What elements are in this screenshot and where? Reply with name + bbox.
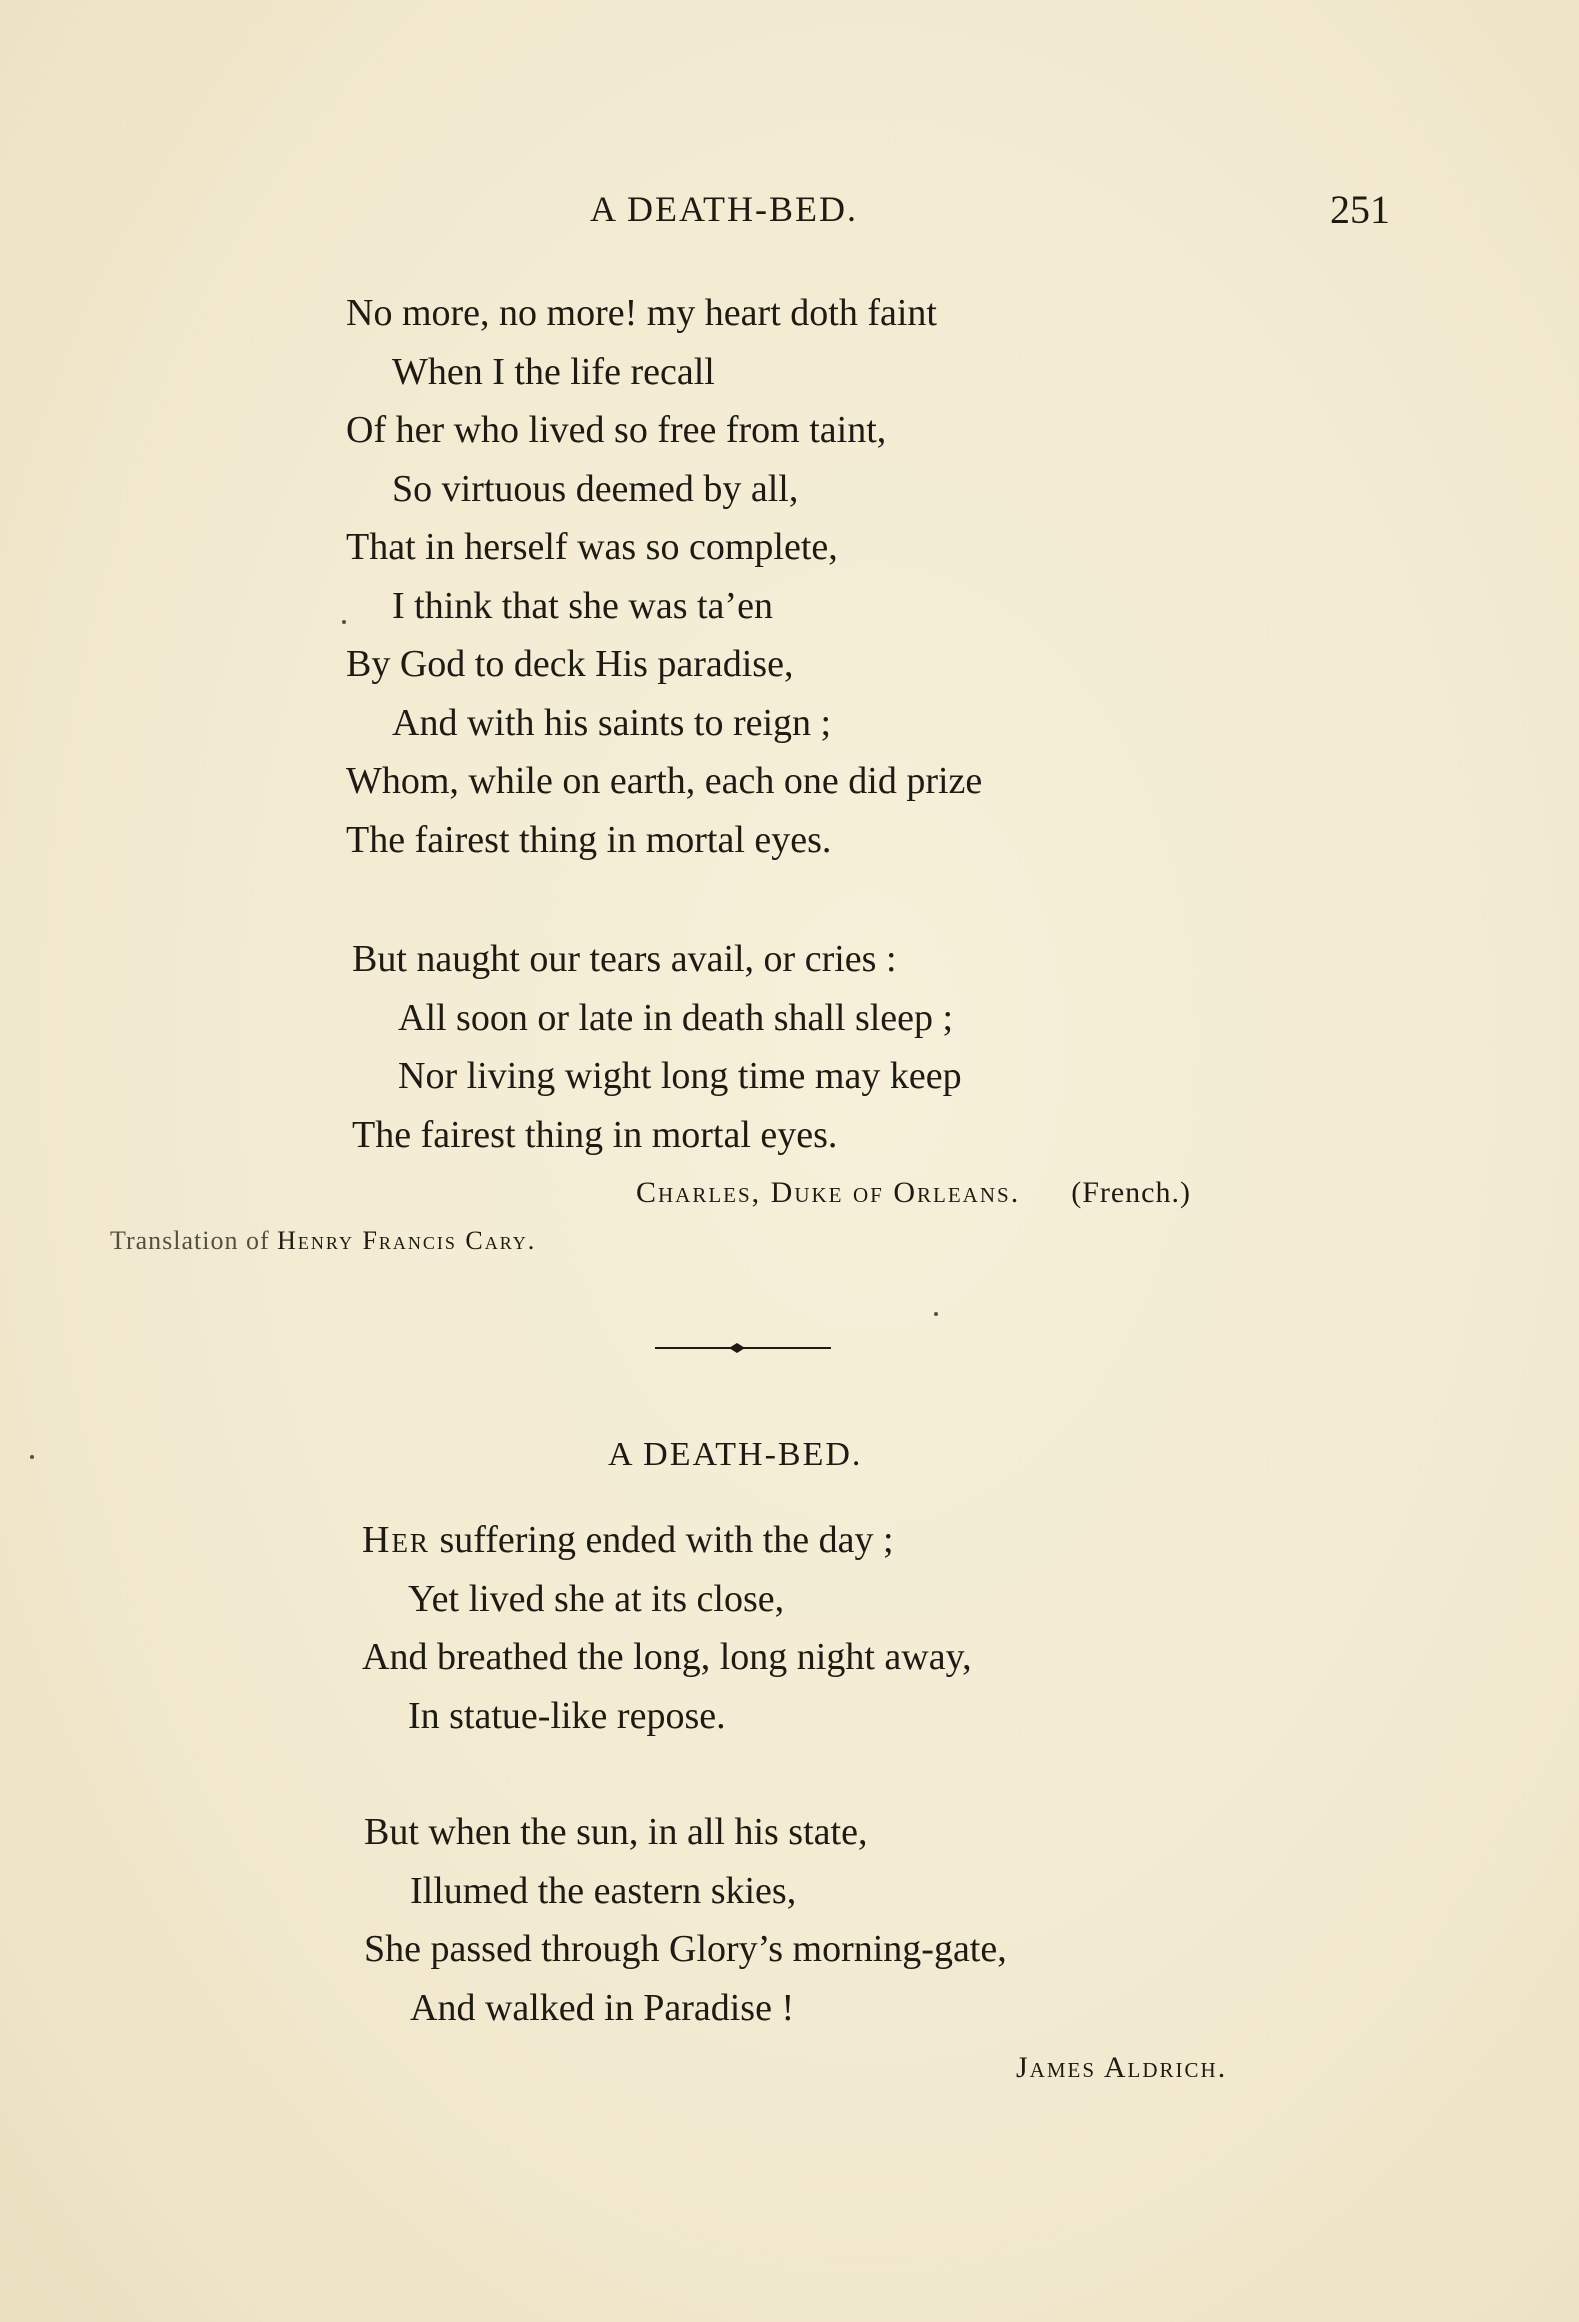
poem-line: So virtuous deemed by all, (392, 467, 799, 510)
poem-line: The fairest thing in mortal eyes. (352, 1113, 838, 1156)
poem-line: And breathed the long, long night away, (362, 1636, 972, 1678)
poem-line: By God to deck His paradise, (346, 643, 794, 685)
paper-speck (934, 1312, 938, 1316)
language-note: (French.) (1071, 1176, 1191, 1209)
translator-name: Henry Francis Cary. (277, 1226, 537, 1255)
poem-line: When I the life recall (392, 350, 715, 393)
attribution-author (636, 1176, 1191, 1210)
translation-prefix: Translation of (110, 1226, 270, 1255)
author-name: James Aldrich. (1016, 2051, 1228, 2084)
attribution-author (1016, 2051, 1227, 2085)
poem1-stanza1 (346, 284, 982, 869)
running-head: A DEATH-BED. (590, 189, 858, 229)
poem2-stanza2 (364, 1803, 1007, 2037)
poem1-stanza2 (352, 930, 962, 1164)
paper-speck (30, 1455, 34, 1459)
ornament-divider (655, 1338, 831, 1358)
poem-line: And walked in Paradise ! (410, 1986, 795, 2029)
poem-title: A DEATH-BED. (608, 1436, 863, 1473)
poem-line: All soon or late in death shall sleep ; (398, 996, 954, 1039)
poem-line: No more, no more! my heart doth faint (346, 292, 937, 334)
poem-line: In statue-like repose. (408, 1694, 726, 1737)
poem-line: Yet lived she at its close, (408, 1577, 785, 1620)
poem-line: I think that she was ta’en (392, 584, 773, 627)
poem-line: She passed through Glory’s morning-gate, (364, 1928, 1007, 1970)
poem2-stanza1 (362, 1511, 972, 1745)
poem-line: But when the sun, in all his state, (364, 1811, 868, 1853)
poem-line: But naught our tears avail, or cries : (352, 938, 897, 980)
paper-speck (342, 620, 346, 624)
poem-line: The fairest thing in mortal eyes. (346, 818, 832, 861)
poem-line: Of her who lived so free from taint, (346, 409, 887, 451)
line-rest: suffering ended with the day ; (429, 1519, 894, 1561)
author-name: Charles, Duke of Orleans. (636, 1176, 1021, 1209)
poem-line: Whom, while on earth, each one did prize (346, 760, 983, 802)
poem-line: And with his saints to reign ; (392, 701, 832, 744)
initial-word: Her (362, 1519, 430, 1561)
attribution-translator (110, 1226, 536, 1256)
poem-line: Nor living wight long time may keep (398, 1055, 962, 1097)
poem-line (362, 1511, 972, 1570)
page-number: 251 (1330, 187, 1390, 232)
poem-line: That in herself was so complete, (346, 526, 838, 568)
poem-line: Illumed the eastern skies, (410, 1869, 797, 1912)
